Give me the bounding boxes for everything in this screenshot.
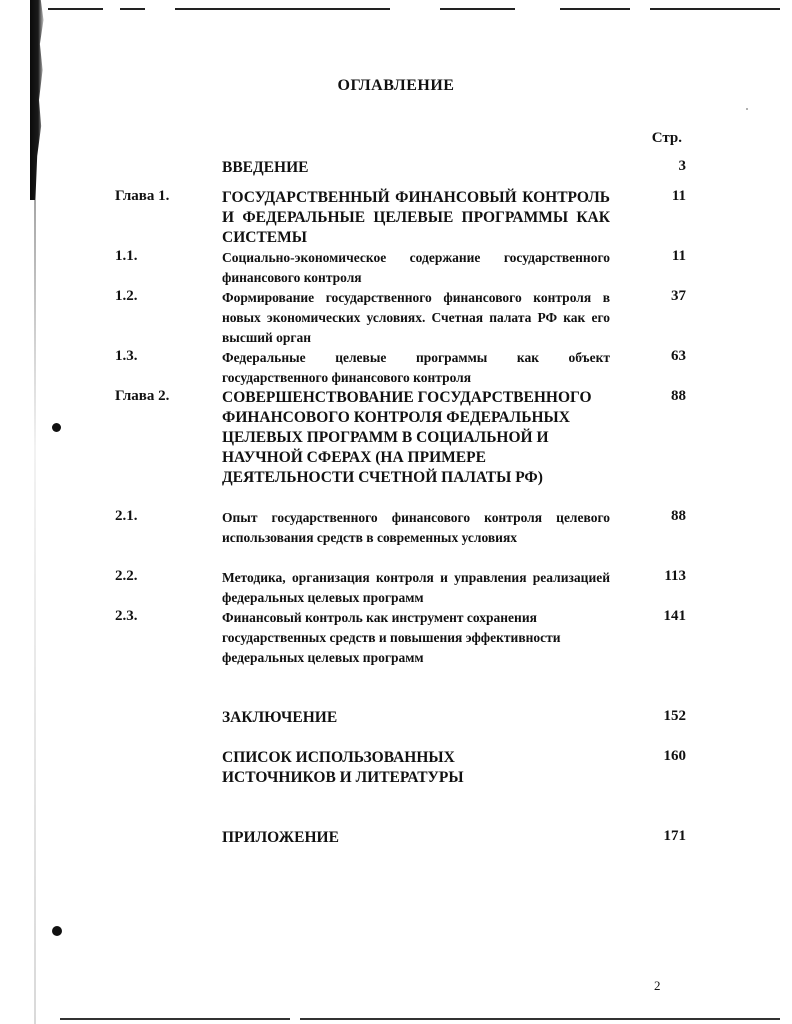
scan-edge-shadow — [30, 0, 48, 200]
toc-entry-title: ЗАКЛЮЧЕНИЕ — [222, 709, 338, 726]
toc-entry-page: 171 — [663, 828, 686, 844]
toc-entry-title: Федеральные целевые программы как объект государственного финансового контроля — [222, 350, 610, 385]
scan-top-rule — [48, 8, 103, 10]
toc-entry-title: ВВЕДЕНИЕ — [222, 159, 309, 176]
toc-entry-title: СОВЕРШЕНСТВОВАНИЕ ГОСУДАРСТВЕННОГО ФИНАНСОВОГО КОНТРОЛЯ ФЕДЕРАЛЬНЫХ ЦЕЛЕВЫХ ПРОГРАММ В СОЦИАЛЬНОЙ И НАУЧНОЙ СФЕРАХ (НА ПРИМЕРЕ ДЕЯТЕЛЬНОСТИ СЧЕТНОЙ ПАЛАТЫ РФ) — [222, 389, 592, 486]
toc-entry-title: ПРИЛОЖЕНИЕ — [222, 829, 339, 846]
scan-top-rule — [560, 8, 630, 10]
toc-entry-page: 88 — [671, 388, 686, 404]
toc-entry-number: 2.2. — [115, 568, 138, 584]
scan-top-rule — [440, 8, 515, 10]
toc-entry-number: 2.3. — [115, 608, 138, 624]
toc-entry-number: 1.3. — [115, 348, 138, 364]
page-column-header: Стр. — [651, 130, 682, 146]
toc-entry-title: Опыт государственного финансового контроля целевого использования средств в современных условиях — [222, 510, 610, 545]
toc-entry-page: 11 — [671, 188, 686, 204]
toc-entry-title: ГОСУДАРСТВЕННЫЙ ФИНАНСОВЫЙ КОНТРОЛЬ И ФЕДЕРАЛЬНЫЕ ЦЕЛЕВЫЕ ПРОГРАММЫ КАК СИСТЕМЫ — [222, 189, 610, 246]
toc-entry-title: СПИСОК ИСПОЛЬЗОВАННЫХ ИСТОЧНИКОВ И ЛИТЕРАТУРЫ — [222, 749, 464, 786]
scan-bottom-rule — [300, 1018, 780, 1020]
toc-entry-page: 37 — [671, 288, 686, 304]
toc-entry-number: 1.1. — [115, 248, 138, 264]
toc-entry-number: Глава 1. — [115, 188, 170, 204]
toc-entry-page: 11 — [671, 248, 686, 264]
toc-entry-number: 2.1. — [115, 508, 138, 524]
toc-entry-page: 63 — [671, 348, 686, 364]
scan-top-rule — [175, 8, 390, 10]
toc-entry-title: Формирование государственного финансового контроля в новых экономических условиях. Счетная палата РФ как его высший орган — [222, 290, 610, 345]
scan-speck — [52, 926, 62, 936]
toc-entry-title: Финансовый контроль как инструмент сохранения государственных средств и повышения эффективности федеральных целевых программ — [222, 610, 561, 665]
scan-speck — [52, 423, 61, 432]
toc-entry-title: Социально-экономическое содержание государственного финансового контроля — [222, 250, 610, 285]
toc-entry-page: 160 — [663, 748, 686, 764]
toc-entry-number: Глава 2. — [115, 388, 170, 404]
toc-entry-page: 88 — [671, 508, 686, 524]
toc-entry-number: 1.2. — [115, 288, 138, 304]
scan-speck — [746, 108, 748, 110]
toc-entry-page: 3 — [678, 158, 686, 174]
toc-entry-page: 141 — [663, 608, 686, 624]
scan-edge-line — [34, 200, 36, 1024]
scan-top-rule — [650, 8, 780, 10]
scan-top-rule — [120, 8, 145, 10]
toc-entry-page: 152 — [663, 708, 686, 724]
scan-bottom-rule — [60, 1018, 290, 1020]
page-title: ОГЛАВЛЕНИЕ — [337, 77, 455, 94]
page-number: 2 — [654, 978, 661, 993]
toc-entry-title: Методика, организация контроля и управления реализацией федеральных целевых программ — [222, 570, 610, 605]
toc-entry-page: 113 — [664, 568, 686, 584]
